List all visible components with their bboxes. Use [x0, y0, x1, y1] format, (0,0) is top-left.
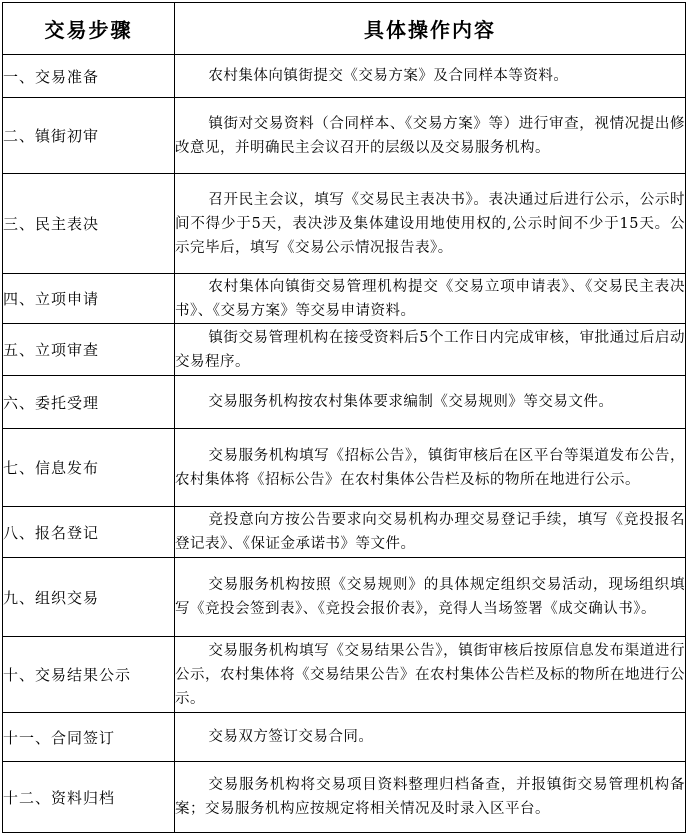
step-cell: 十、交易结果公示 — [3, 637, 175, 713]
content-text: 竞投意向方按公告要求向交易机构办理交易登记手续，填写《竞投报名登记表》、《保证金承诺书》等文件。 — [175, 512, 685, 552]
content-text: 农村集体向镇街交易管理机构提交《交易立项申请表》、《交易民主表决书》、《交易方案》等交易申请资料。 — [175, 278, 685, 319]
step-cell: 九、组织交易 — [3, 558, 175, 637]
header-step: 交易步骤 — [3, 3, 175, 55]
content-text: 镇街交易管理机构在接受资料后5个工作日内完成审核，审批通过后启动交易程序。 — [175, 329, 685, 370]
content-text: 镇街对交易资料（合同样本、《交易方案》等）进行审查，视情况提出修改意见，并明确民主会议召开的层级以及交易服务机构。 — [175, 115, 685, 156]
content-cell — [175, 637, 686, 713]
content-text: 交易双方签订交易合同。 — [208, 729, 374, 745]
header-row — [3, 3, 686, 55]
header-content: 具体操作内容 — [175, 3, 686, 55]
table-row — [3, 429, 686, 507]
content-text: 交易服务机构填写《交易结果公告》，镇街审核后按原信息发布渠道进行公示，农村集体将《交易结果公告》在农村集体公告栏及标的物所在地进行公示。 — [175, 642, 685, 707]
content-text: 农村集体向镇街提交《交易方案》及合同样本等资料。 — [208, 68, 569, 84]
content-cell — [175, 98, 686, 174]
content-cell — [175, 174, 686, 274]
step-cell: 八、报名登记 — [3, 507, 175, 558]
table-row — [3, 507, 686, 558]
table-row — [3, 713, 686, 762]
step-cell: 四、立项申请 — [3, 274, 175, 324]
table-row — [3, 98, 686, 174]
content-cell — [175, 507, 686, 558]
content-text: 交易服务机构按照《交易规则》的具体规定组织交易活动，现场组织填写《竞投会签到表》、《竞投会报价表》，竞得人当场签署《成交确认书》。 — [175, 577, 685, 617]
step-cell: 三、民主表决 — [3, 174, 175, 274]
table-row — [3, 324, 686, 376]
content-text: 交易服务机构按农村集体要求编制《交易规则》等交易文件。 — [208, 394, 614, 410]
content-text: 召开民主会议，填写《交易民主表决书》。表决通过后进行公示，公示时间不得少于5天，表决涉及集体建设用地使用权的,公示时间不少于15天。公示完毕后，填写《交易公示情况报告表》。 — [175, 191, 685, 256]
content-text: 交易服务机构将交易项目资料整理归档备查，并报镇街交易管理机构备案；交易服务机构应按规定将相关情况及时录入区平台。 — [175, 777, 685, 817]
step-cell: 一、交易准备 — [3, 55, 175, 98]
step-cell: 五、立项审查 — [3, 324, 175, 376]
table-row — [3, 274, 686, 324]
content-cell — [175, 429, 686, 507]
step-cell: 六、委托受理 — [3, 376, 175, 429]
table-row — [3, 55, 686, 98]
table-row — [3, 174, 686, 274]
step-cell: 十一、合同签订 — [3, 713, 175, 762]
step-cell: 十二、资料归档 — [3, 762, 175, 833]
content-cell — [175, 274, 686, 324]
content-cell — [175, 324, 686, 376]
step-cell: 七、信息发布 — [3, 429, 175, 507]
step-cell: 二、镇街初审 — [3, 98, 175, 174]
content-cell — [175, 55, 686, 98]
table-row — [3, 376, 686, 429]
table-row — [3, 637, 686, 713]
content-cell — [175, 762, 686, 833]
content-cell — [175, 558, 686, 637]
table-row — [3, 762, 686, 833]
procedure-table — [2, 2, 686, 833]
table-row — [3, 558, 686, 637]
content-text: 交易服务机构填写《招标公告》，镇街审核后在区平台等渠道发布公告，农村集体将《招标公告》在农村集体公告栏及标的物所在地进行公示。 — [175, 447, 685, 488]
content-cell — [175, 376, 686, 429]
content-cell — [175, 713, 686, 762]
